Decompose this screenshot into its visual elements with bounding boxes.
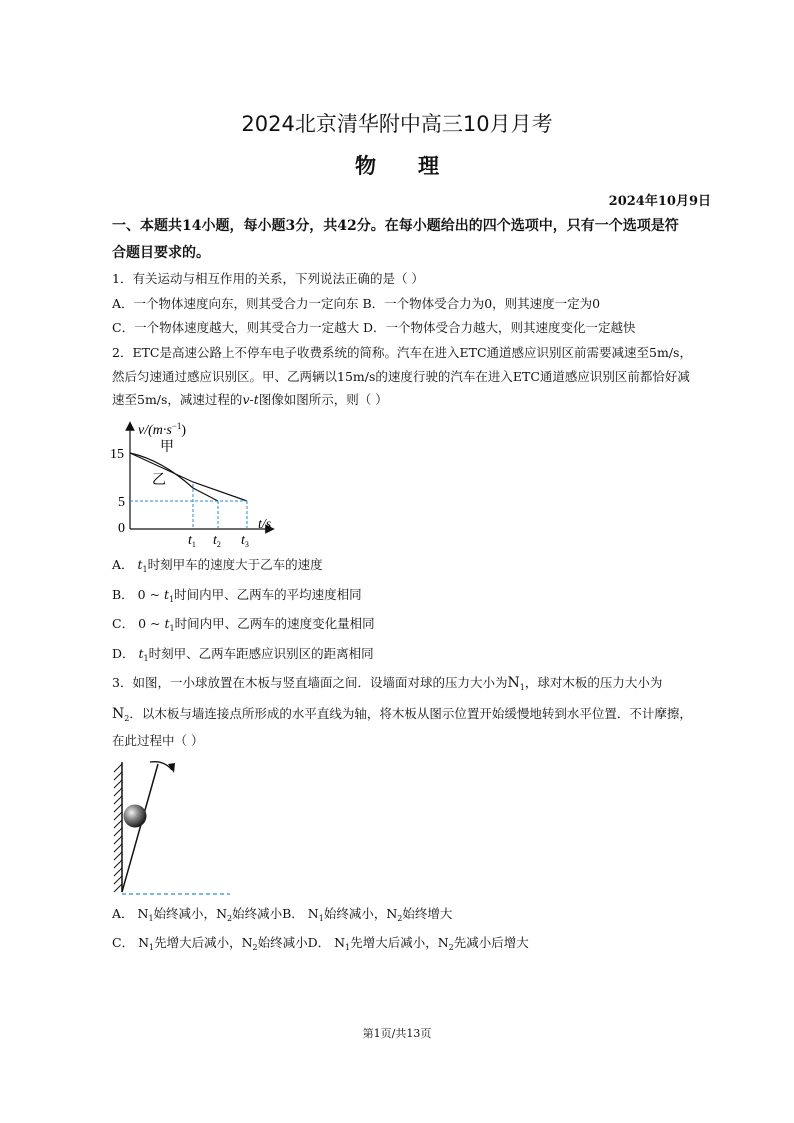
- q3-opt-d-n1: N: [334, 935, 346, 950]
- q2-option-d-label: D．: [112, 646, 135, 661]
- q3-options-ab: [112, 905, 692, 928]
- q3-n1-sub: 1: [519, 683, 525, 692]
- q3-opt-c-t2: 始终减小: [257, 935, 308, 950]
- q3-opt-b-n1: N: [307, 906, 319, 921]
- q3-opt-d-t1: 先增大后减小，: [350, 935, 438, 950]
- q2-option-a: [112, 556, 692, 579]
- q2-option-c-text: 时间内甲、乙两车的速度变化量相同: [174, 616, 375, 631]
- q1-options-ab: A．一个物体速度向东，则其受合力一定向东 B．一个物体受合力为0，则其速度一定为0: [112, 296, 601, 311]
- q3-opt-d-n2-sub: 2: [448, 943, 454, 952]
- q3-stem-line2: [112, 705, 692, 728]
- q3-opt-d-n2: N: [437, 935, 449, 950]
- vt-graph: [108, 412, 288, 550]
- q3-stem-line2-text: ．以木板与墙连接点所形成的水平直线为轴，将木板从图示位置开始缓慢地转到水平位置．不计摩擦，: [129, 706, 692, 721]
- q3-opt-c-n2: N: [241, 935, 253, 950]
- exam-title: 2024北京清华附中高三10月月考: [241, 112, 553, 136]
- q2-option-d: [112, 645, 692, 668]
- ball: [124, 805, 147, 828]
- q2-option-c: [112, 615, 692, 638]
- tick-origin: 0: [118, 521, 125, 536]
- x-axis-label: t/s: [258, 517, 272, 532]
- q3-opt-b-n2: N: [386, 906, 398, 921]
- q3-n2: N: [112, 706, 125, 722]
- q3-opt-d-n1-sub: 1: [345, 943, 351, 952]
- q2-option-b-text: 时间内甲、乙两车的平均速度相同: [174, 587, 362, 602]
- wall-hatch: [114, 764, 122, 892]
- q2-option-a-var: t: [137, 557, 143, 572]
- curve-jia: [130, 453, 218, 501]
- q3-opt-a-n2-sub: 2: [227, 914, 233, 923]
- q2-option-b-sub: 1: [169, 595, 175, 604]
- q2-stem-line1: 2．ETC是高速公路上不停车电子收费系统的简称。汽车在进入ETC通道感应识别区前需要减速至5m/s，: [112, 345, 692, 360]
- q1-stem: 1．有关运动与相互作用的关系，下列说法正确的是（ ）: [112, 271, 424, 286]
- y-axis-label-close: ): [181, 423, 187, 438]
- q3-opt-b-n1-sub: 1: [318, 914, 324, 923]
- q3-stem-line1: [112, 674, 692, 697]
- q2-option-b-var: t: [164, 587, 170, 602]
- q3-opt-a-n1-sub: 1: [148, 914, 154, 923]
- q3-stem-line1-a: 3．如图，一小球放置在木板与竖直墙面之间．设墙面对球的压力大小为: [112, 675, 508, 690]
- q2-stem-line3-b: 图像如图所示，则（ ）: [258, 392, 388, 407]
- q3-opt-b-t2: 始终增大: [402, 906, 453, 921]
- subject-char-2: 理: [418, 154, 439, 178]
- q3-opt-c-t1: 先增大后减小，: [154, 935, 242, 950]
- q3-n1: N: [507, 675, 520, 691]
- q1-options-cd: C．一个物体速度越大，则其受合力一定越大 D．一个物体受合力越大，则其速度变化一定越快: [112, 320, 636, 335]
- q3-opt-c-n1-sub: 1: [149, 943, 155, 952]
- q3-opt-d-label: D．: [307, 935, 331, 950]
- rotation-arrow-head: [168, 763, 175, 773]
- q2-option-d-text: 时刻甲、乙两车距感应识别区的距离相同: [148, 646, 374, 661]
- q2-option-c-sub: 1: [169, 624, 175, 633]
- q3-opt-b-label: B．: [282, 906, 304, 921]
- q2-option-d-sub: 1: [143, 654, 149, 663]
- page-number: 第1页/共13页: [362, 1027, 432, 1040]
- subject-char-1: 物: [355, 154, 376, 178]
- q2-option-a-label: A．: [112, 557, 134, 572]
- q3-opt-b-n2-sub: 2: [397, 914, 403, 923]
- q3-opt-a-t1: 始终减小，: [153, 906, 217, 921]
- q2-option-c-range: 0 ~: [138, 616, 165, 631]
- q2-option-a-sub: 1: [142, 565, 148, 574]
- q3-n2-sub: 2: [124, 714, 130, 723]
- q2-stem-line2: 然后匀速通过感应识别区。甲、乙两辆以15m/s的速度行驶的汽车在进入ETC通道感应识别区前都恰好减: [112, 369, 690, 384]
- q2-option-c-label: C．: [112, 616, 135, 631]
- label-yi: 乙: [152, 473, 166, 488]
- tick-t2: $t_2$: [213, 533, 221, 549]
- q2-option-b: [112, 586, 692, 609]
- rotation-arrow: [150, 762, 172, 770]
- tick-15: 15: [110, 447, 124, 462]
- tick-t3: $t_3$: [241, 533, 249, 549]
- exam-date: 2024年10月9日: [608, 194, 711, 209]
- q3-options-cd: [112, 934, 692, 957]
- y-axis-label-sup: −1: [171, 421, 182, 431]
- q2-option-b-label: B．: [112, 587, 134, 602]
- q2-stem-line3: [112, 391, 692, 409]
- q3-opt-c-label: C．: [112, 935, 135, 950]
- q3-opt-a-n2: N: [216, 906, 227, 921]
- q3-opt-c-n1: N: [138, 935, 149, 950]
- ball-board-diagram: [108, 756, 240, 898]
- q2-option-a-text: 时刻甲车的速度大于乙车的速度: [147, 557, 323, 572]
- q2-option-c-var: t: [164, 616, 170, 631]
- q3-stem-line3: 在此过程中（ ）: [112, 733, 204, 748]
- section-heading: 一、本题共14小题，每小题3分，共42分。在每小题给出的四个选项中，只有一个选项是符合题目要求的。: [112, 218, 679, 261]
- label-jia: 甲: [160, 440, 174, 455]
- q3-opt-c-n2-sub: 2: [252, 943, 258, 952]
- q3-opt-a-n1: N: [137, 906, 149, 921]
- subject-title: [0, 150, 794, 180]
- q3-opt-a-t2: 始终减小: [232, 906, 283, 921]
- q3-stem-line1-b: ，球对木板的压力大小为: [524, 675, 663, 690]
- q2-stem-line3-a: 速至5m/s，减速过程的: [112, 392, 243, 407]
- tick-5: 5: [118, 495, 125, 510]
- q2-option-b-range: 0 ~: [137, 587, 165, 602]
- q3-opt-d-t2: 先减小后增大: [453, 935, 529, 950]
- y-axis-label: [138, 421, 186, 438]
- q2-option-d-var: t: [138, 646, 144, 661]
- board: [122, 764, 158, 892]
- tick-t1: $t_1$: [188, 533, 196, 549]
- curve-yi: [130, 453, 247, 501]
- q2-vt-var: v-t: [242, 392, 259, 407]
- q3-opt-a-label: A．: [112, 906, 134, 921]
- q3-opt-b-t1: 始终减小，: [323, 906, 387, 921]
- y-axis-label-main: v/(m·s: [138, 423, 172, 438]
